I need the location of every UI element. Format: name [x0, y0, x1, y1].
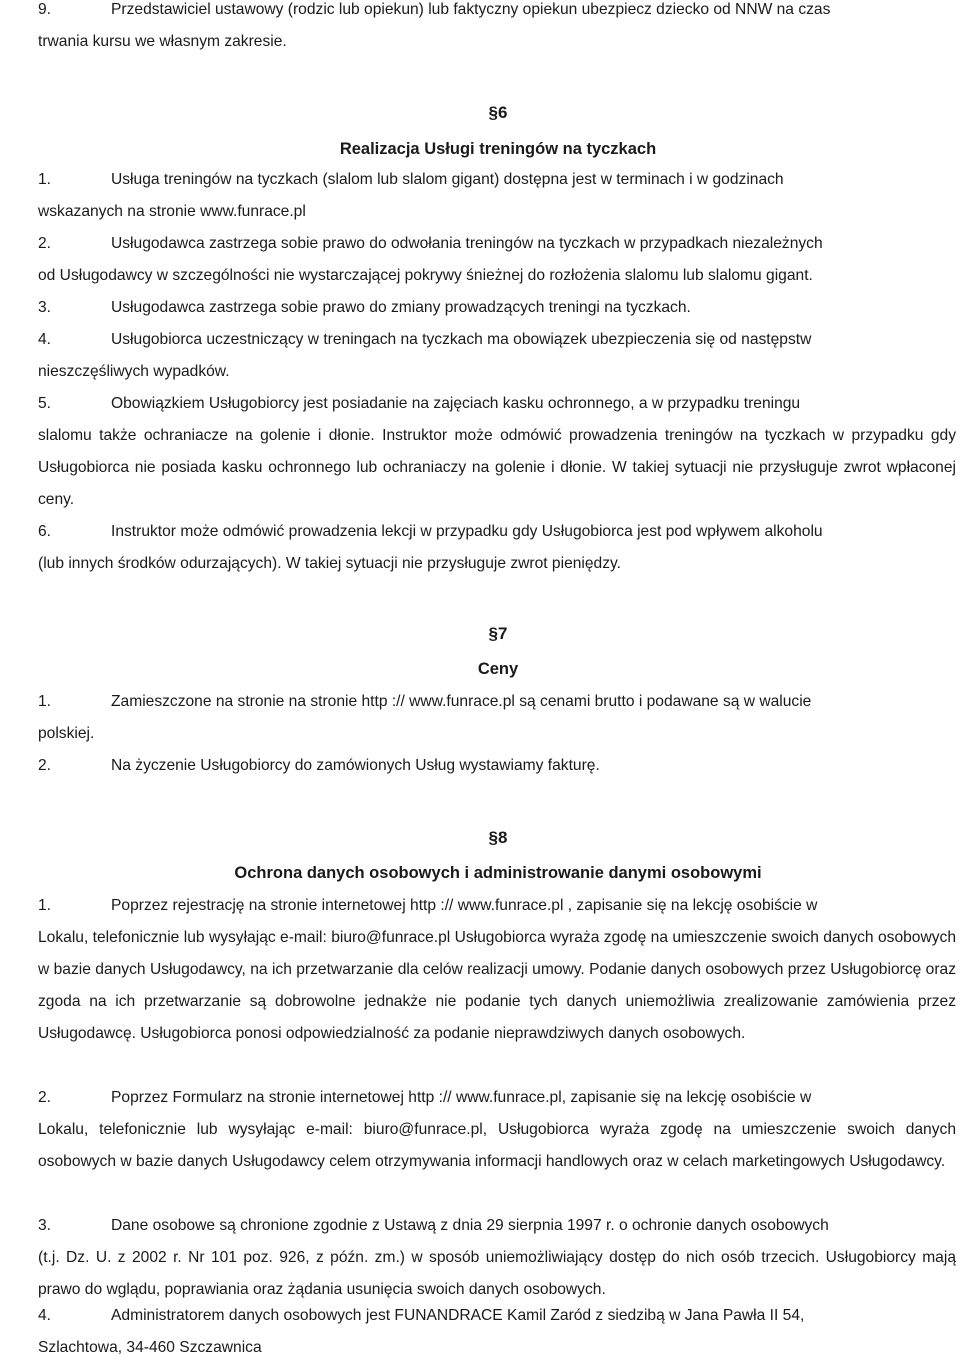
list-item [38, 1300, 956, 1360]
list-item [38, 1082, 956, 1210]
list-item [38, 228, 956, 292]
item-first-line: Poprzez Formularz na stronie internetowej http :// www.funrace.pl, zapisanie się na lekcję osobiście w [111, 1089, 812, 1106]
item-number: 4. [38, 1307, 52, 1324]
item-first-line: Przedstawiciel ustawowy (rodzic lub opiekun) lub faktyczny opiekun ubezpiecz dziecko od NNW na czas [111, 1, 831, 18]
item-number: 2. [38, 757, 52, 774]
item-continuation: (t.j. Dz. U. z 2002 r. Nr 101 poz. 926, z późn. zm.) w sposób uniemożliwiający dostęp do nich osób trzecich. Usługobiorcy mają prawo do wglądu, poprawiania oraz żądania usunięcia swoich danych osobowych. [38, 1249, 956, 1298]
list-item [38, 292, 956, 324]
section-6-sign: §6 [488, 103, 508, 122]
list-item [38, 686, 956, 750]
item-number: 1. [38, 693, 52, 710]
item-number: 9. [38, 1, 52, 18]
list-item [38, 1210, 956, 1306]
item-continuation: Lokalu, telefonicznie lub wysyłając e-mail: biuro@funrace.pl, Usługobiorca wyraża zgodę na umieszczenie swoich danych osobowych w bazie danych Usługodawcy celem otrzymywania informacji handlowych oraz w celach marketingowych Usługodawcy. [38, 1121, 956, 1170]
list-item [38, 750, 956, 782]
item-continuation: od Usługodawcy w szczególności nie wystarczającej pokrywy śnieżnej do rozłożenia slalomu lub slalomu gigant. [38, 267, 813, 284]
item-first-line: Usługodawca zastrzega sobie prawo do odwołania treningów na tyczkach w przypadkach niezależnych [111, 235, 823, 252]
list-item [38, 0, 956, 58]
section-6-title: Realizacja Usługi treningów na tyczkach [339, 140, 657, 158]
item-number: 1. [38, 897, 52, 914]
item-first-line: Usługodawca zastrzega sobie prawo do zmiany prowadzących treningi na tyczkach. [111, 299, 691, 316]
item-continuation: nieszczęśliwych wypadków. [38, 363, 230, 380]
list-item [38, 890, 956, 1082]
item-number: 2. [38, 235, 52, 252]
section-8-title: Ochrona danych osobowych i administrowanie danymi osobowymi [234, 864, 762, 882]
item-continuation: Lokalu, telefonicznie lub wysyłając e-mail: biuro@funrace.pl Usługobiorca wyraża zgodę na umieszczenie swoich danych osobowych w bazie danych Usługodawcy, na ich przetwarzanie dla celów realizacji umowy. Podanie danych osobowych przez Usługobiorcę oraz zgoda na ich przetwarzanie są dobrowolne jednakże nie podanie tych danych uniemożliwia zrealizowanie zamówienia przez Usługodawcę. Usługobiorca ponosi odpowiedzialność za podanie nieprawdziwych danych osobowych. [38, 929, 956, 1042]
item-continuation: (lub innych środków odurzających). W takiej sytuacji nie przysługuje zwrot pieniędzy. [38, 555, 621, 572]
item-continuation: wskazanych na stronie www.funrace.pl [38, 203, 306, 220]
item-number: 5. [38, 395, 52, 412]
item-continuation: Szlachtowa, 34-460 Szczawnica [38, 1339, 262, 1356]
list-item [38, 164, 956, 228]
item-number: 3. [38, 299, 52, 316]
section-7-title: Ceny [477, 660, 519, 678]
section-8-sign: §8 [488, 828, 508, 847]
item-first-line: Administratorem danych osobowych jest FUNANDRACE Kamil Zaród z siedzibą w Jana Pawła II 54, [111, 1307, 805, 1324]
item-number: 3. [38, 1217, 52, 1234]
item-continuation: trwania kursu we własnym zakresie. [38, 33, 287, 50]
item-continuation: polskiej. [38, 725, 95, 742]
item-number: 4. [38, 331, 52, 348]
item-first-line: Usługa treningów na tyczkach (slalom lub slalom gigant) dostępna jest w terminach i w godzinach [111, 171, 784, 188]
list-item [38, 388, 956, 516]
item-continuation: slalomu także ochraniacze na golenie i dłonie. Instruktor może odmówić prowadzenia treningów na tyczkach w przypadku gdy Usługobiorca nie posiada kasku ochronnego lub ochraniaczy na golenie i dłonie. W takiej sytuacji nie przysługuje zwrot wpłaconej ceny. [38, 427, 956, 508]
item-first-line: Na życzenie Usługobiorcy do zamówionych Usług wystawiamy fakturę. [111, 757, 600, 774]
item-first-line: Instruktor może odmówić prowadzenia lekcji w przypadku gdy Usługobiorca jest pod wpływem alkoholu [111, 523, 823, 540]
item-first-line: Usługobiorca uczestniczący w treningach na tyczkach ma obowiązek ubezpieczenia się od następstw [111, 331, 812, 348]
item-number: 1. [38, 171, 52, 188]
section-7-sign: §7 [488, 624, 508, 643]
list-item [38, 324, 956, 388]
item-first-line: Dane osobowe są chronione zgodnie z Ustawą z dnia 29 sierpnia 1997 r. o ochronie danych osobowych [111, 1217, 829, 1234]
item-number: 6. [38, 523, 52, 540]
list-item [38, 516, 956, 580]
item-first-line: Obowiązkiem Usługobiorcy jest posiadanie na zajęciach kasku ochronnego, a w przypadku treningu [111, 395, 801, 412]
item-number: 2. [38, 1089, 52, 1106]
item-first-line: Zamieszczone na stronie na stronie http :// www.funrace.pl są cenami brutto i podawane są w walucie [111, 693, 812, 710]
item-first-line: Poprzez rejestrację na stronie internetowej http :// www.funrace.pl , zapisanie się na lekcję osobiście w [111, 897, 818, 914]
